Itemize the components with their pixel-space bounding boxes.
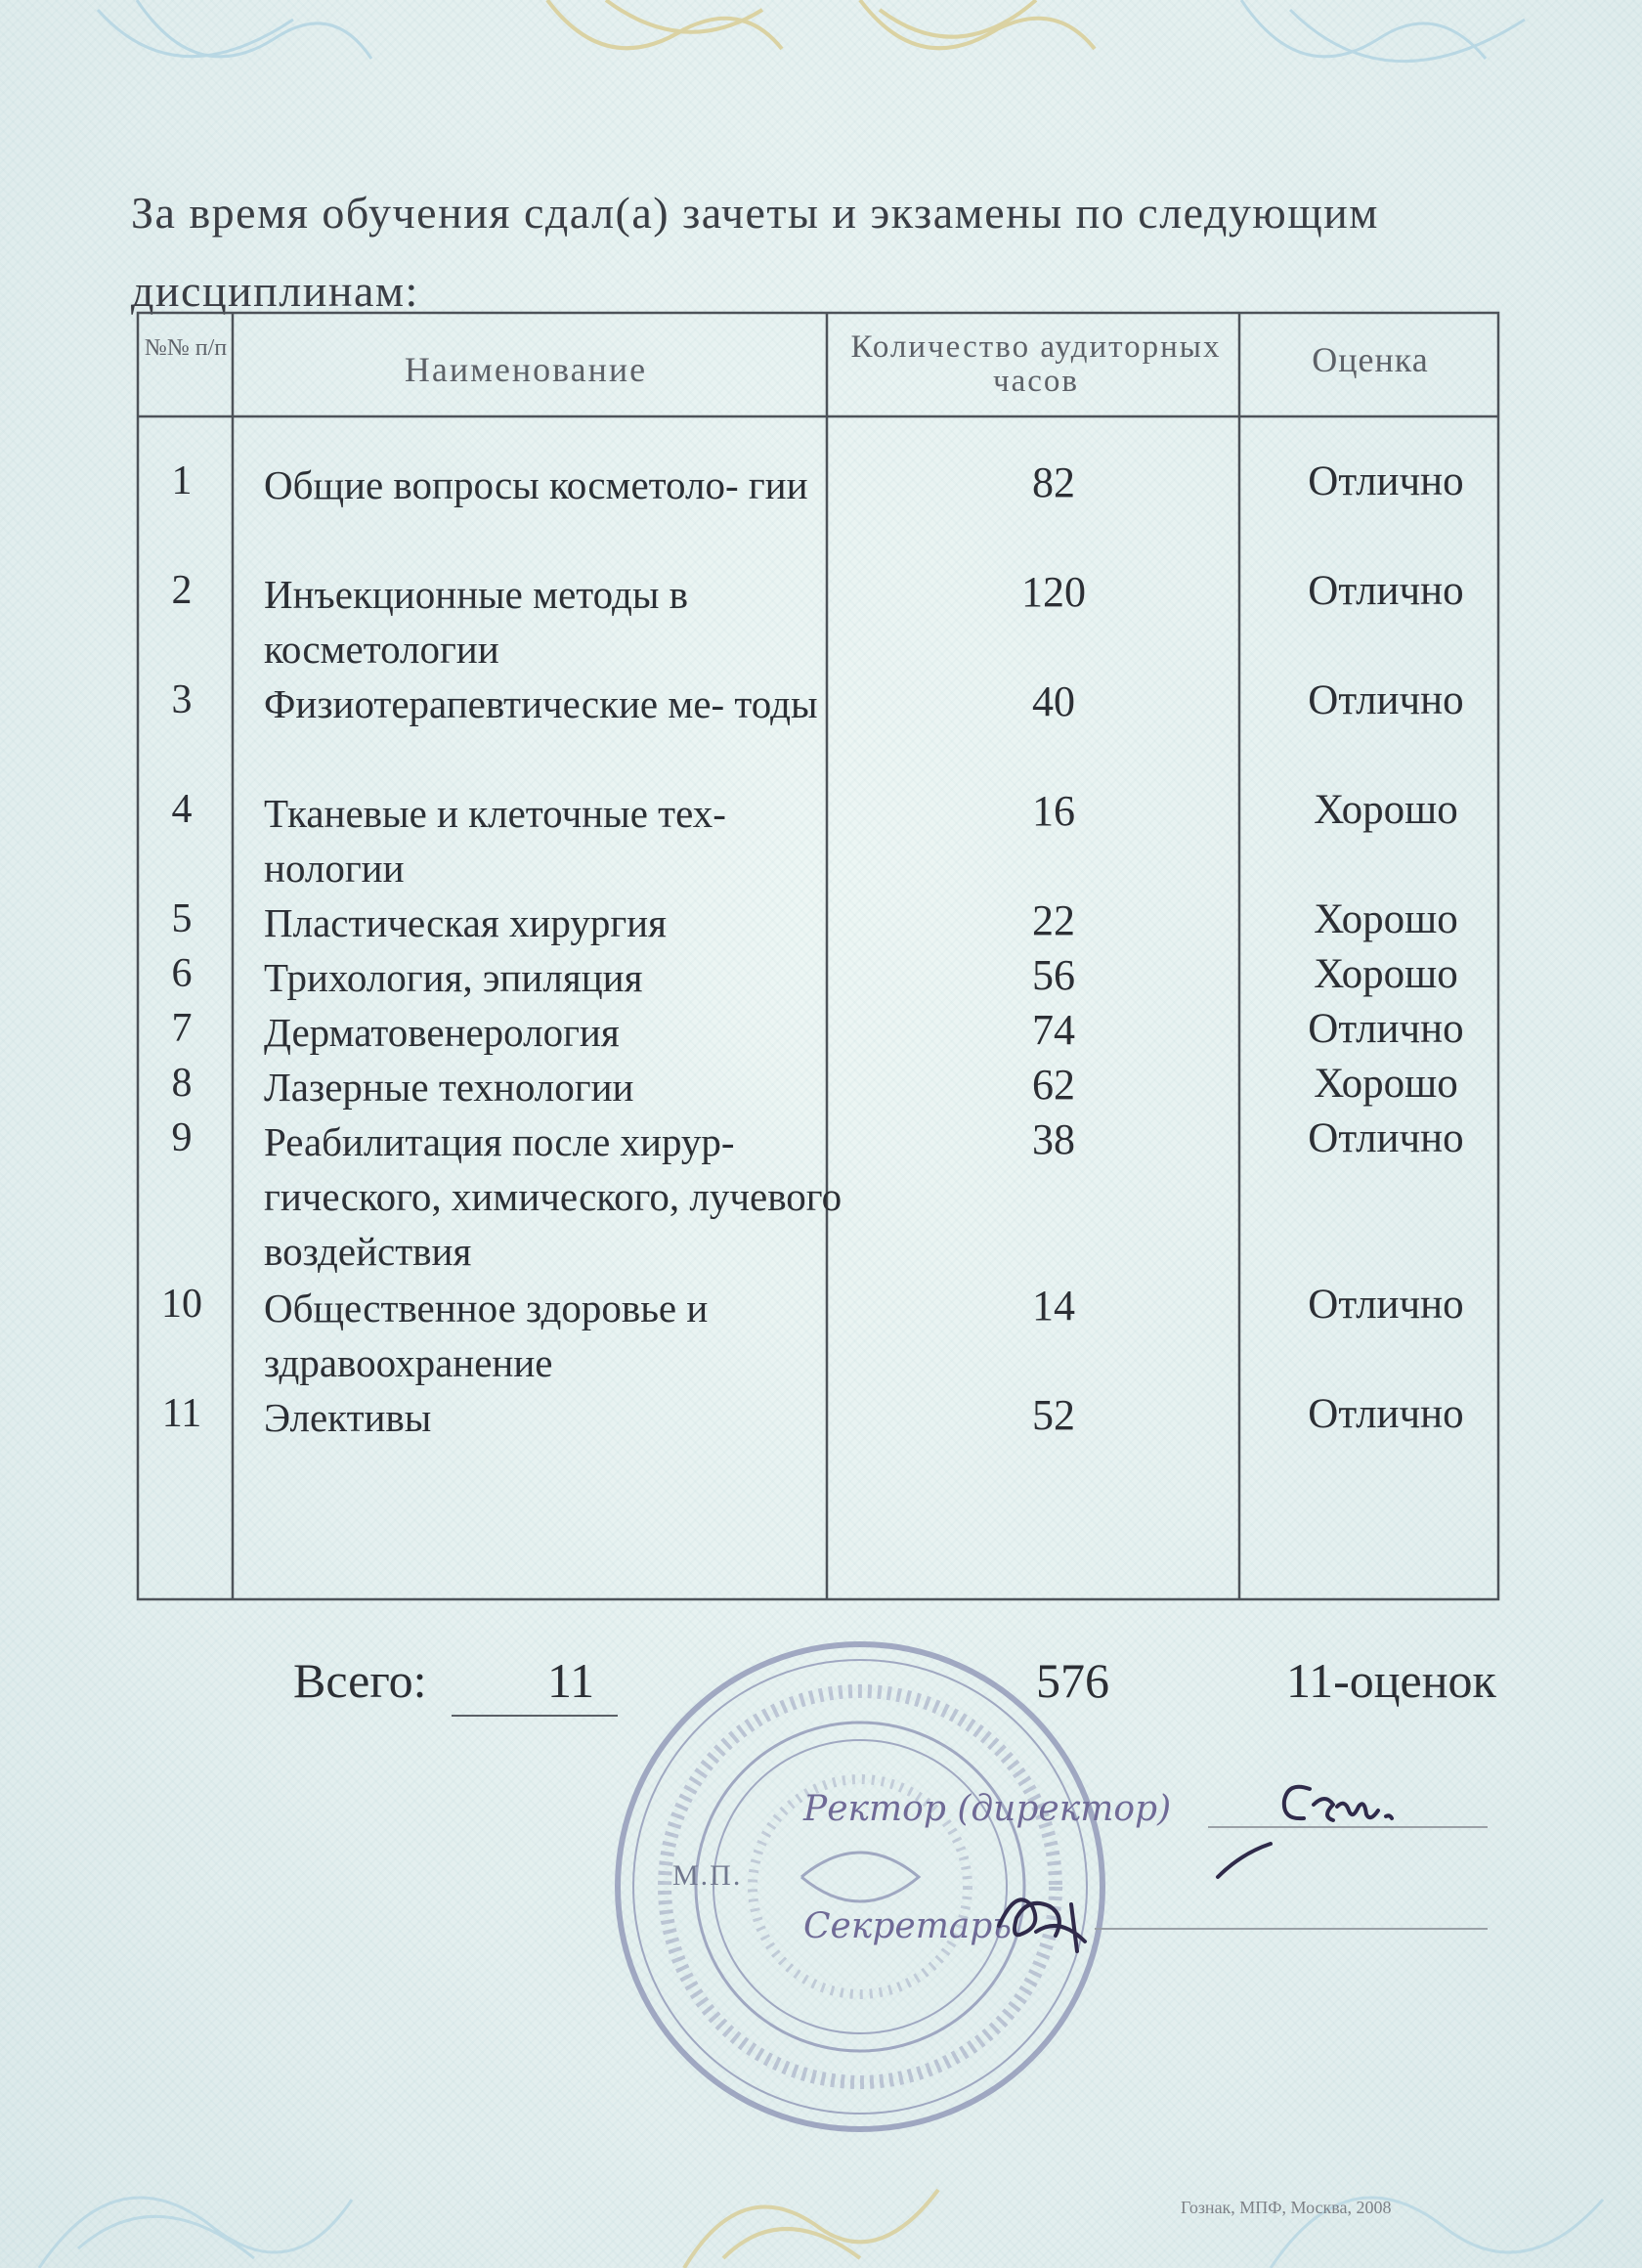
row-hours: 120 xyxy=(1021,568,1086,616)
row-discipline: Общие вопросы косметоло- гии xyxy=(264,462,808,507)
row-grade: Отлично xyxy=(1308,1282,1464,1328)
row-discipline: Реабилитация после хирур- гического, химического, лучевого воздействия xyxy=(264,1119,843,1274)
row-grade: Отлично xyxy=(1308,677,1464,723)
row-hours: 74 xyxy=(1032,1006,1075,1054)
printer-imprint: Гознак, МПФ, Москва, 2008 xyxy=(1181,2198,1392,2217)
row-discipline: Трихология, эпиляция xyxy=(264,955,643,1000)
intro-text xyxy=(131,174,1519,330)
row-number: 2 xyxy=(171,568,193,613)
totals-hours: 576 xyxy=(1036,1653,1109,1708)
row-number: 5 xyxy=(171,896,193,941)
row-grade: Хорошо xyxy=(1314,787,1458,833)
handwritten-signatures xyxy=(977,1760,1525,1994)
header-grade: Оценка xyxy=(1312,340,1429,379)
totals-row xyxy=(0,1652,1642,1740)
row-discipline: Дерматовенерология xyxy=(264,1010,620,1055)
row-number: 6 xyxy=(171,951,193,996)
totals-grades: 11-оценок xyxy=(1286,1653,1496,1708)
header-name: Наименование xyxy=(404,350,648,389)
row-grade: Хорошо xyxy=(1314,1061,1458,1107)
row-number: 11 xyxy=(161,1391,202,1436)
disciplines-table xyxy=(135,311,1501,1601)
row-grade: Хорошо xyxy=(1314,951,1458,997)
row-hours: 52 xyxy=(1032,1391,1075,1439)
row-number: 8 xyxy=(171,1061,193,1106)
row-discipline: Физиотерапевтические ме- тоды xyxy=(264,681,818,726)
totals-label: Всего: xyxy=(293,1653,427,1708)
row-discipline: Элективы xyxy=(264,1395,432,1440)
row-grade: Отлично xyxy=(1308,1115,1464,1161)
row-hours: 62 xyxy=(1032,1061,1075,1109)
row-discipline: Общественное здоровье и здравоохранение xyxy=(264,1286,709,1385)
header-hours: Количество аудиторных часов xyxy=(850,329,1222,399)
row-grade: Отлично xyxy=(1308,568,1464,614)
intro-line-1: За время обучения сдал(а) зачеты и экзамены по следующим xyxy=(131,188,1379,238)
row-number: 1 xyxy=(171,458,193,503)
intro-line-2: дисциплинам: xyxy=(131,266,419,316)
row-hours: 38 xyxy=(1032,1115,1075,1163)
row-number: 3 xyxy=(171,677,193,722)
row-discipline: Тканевые и клеточные тех- нологии xyxy=(264,791,726,891)
row-discipline: Инъекционные методы в косметологии xyxy=(264,572,688,672)
row-hours: 16 xyxy=(1032,787,1075,835)
totals-count: 11 xyxy=(547,1653,595,1708)
row-number: 9 xyxy=(171,1115,193,1160)
row-hours: 56 xyxy=(1032,951,1075,999)
row-discipline: Пластическая хирургия xyxy=(264,900,667,945)
totals-underline xyxy=(452,1715,618,1717)
header-number: №№ п/п xyxy=(144,335,228,361)
row-hours: 40 xyxy=(1032,677,1075,725)
rector-label: Ректор (директор) xyxy=(803,1789,1172,1829)
row-number: 4 xyxy=(171,787,193,832)
stamp-place-label: М.П. xyxy=(672,1859,743,1892)
row-grade: Отлично xyxy=(1308,1006,1464,1052)
row-hours: 14 xyxy=(1032,1282,1075,1330)
row-grade: Отлично xyxy=(1308,458,1464,504)
row-number: 10 xyxy=(161,1282,202,1327)
row-discipline: Лазерные технологии xyxy=(264,1065,634,1110)
row-grade: Хорошо xyxy=(1314,896,1458,942)
row-hours: 82 xyxy=(1032,458,1075,506)
row-number: 7 xyxy=(171,1006,193,1051)
row-hours: 22 xyxy=(1032,896,1075,944)
row-grade: Отлично xyxy=(1308,1391,1464,1437)
top-guilloche-ornament xyxy=(0,0,1642,117)
secretary-label: Секретарь xyxy=(803,1906,1012,1946)
